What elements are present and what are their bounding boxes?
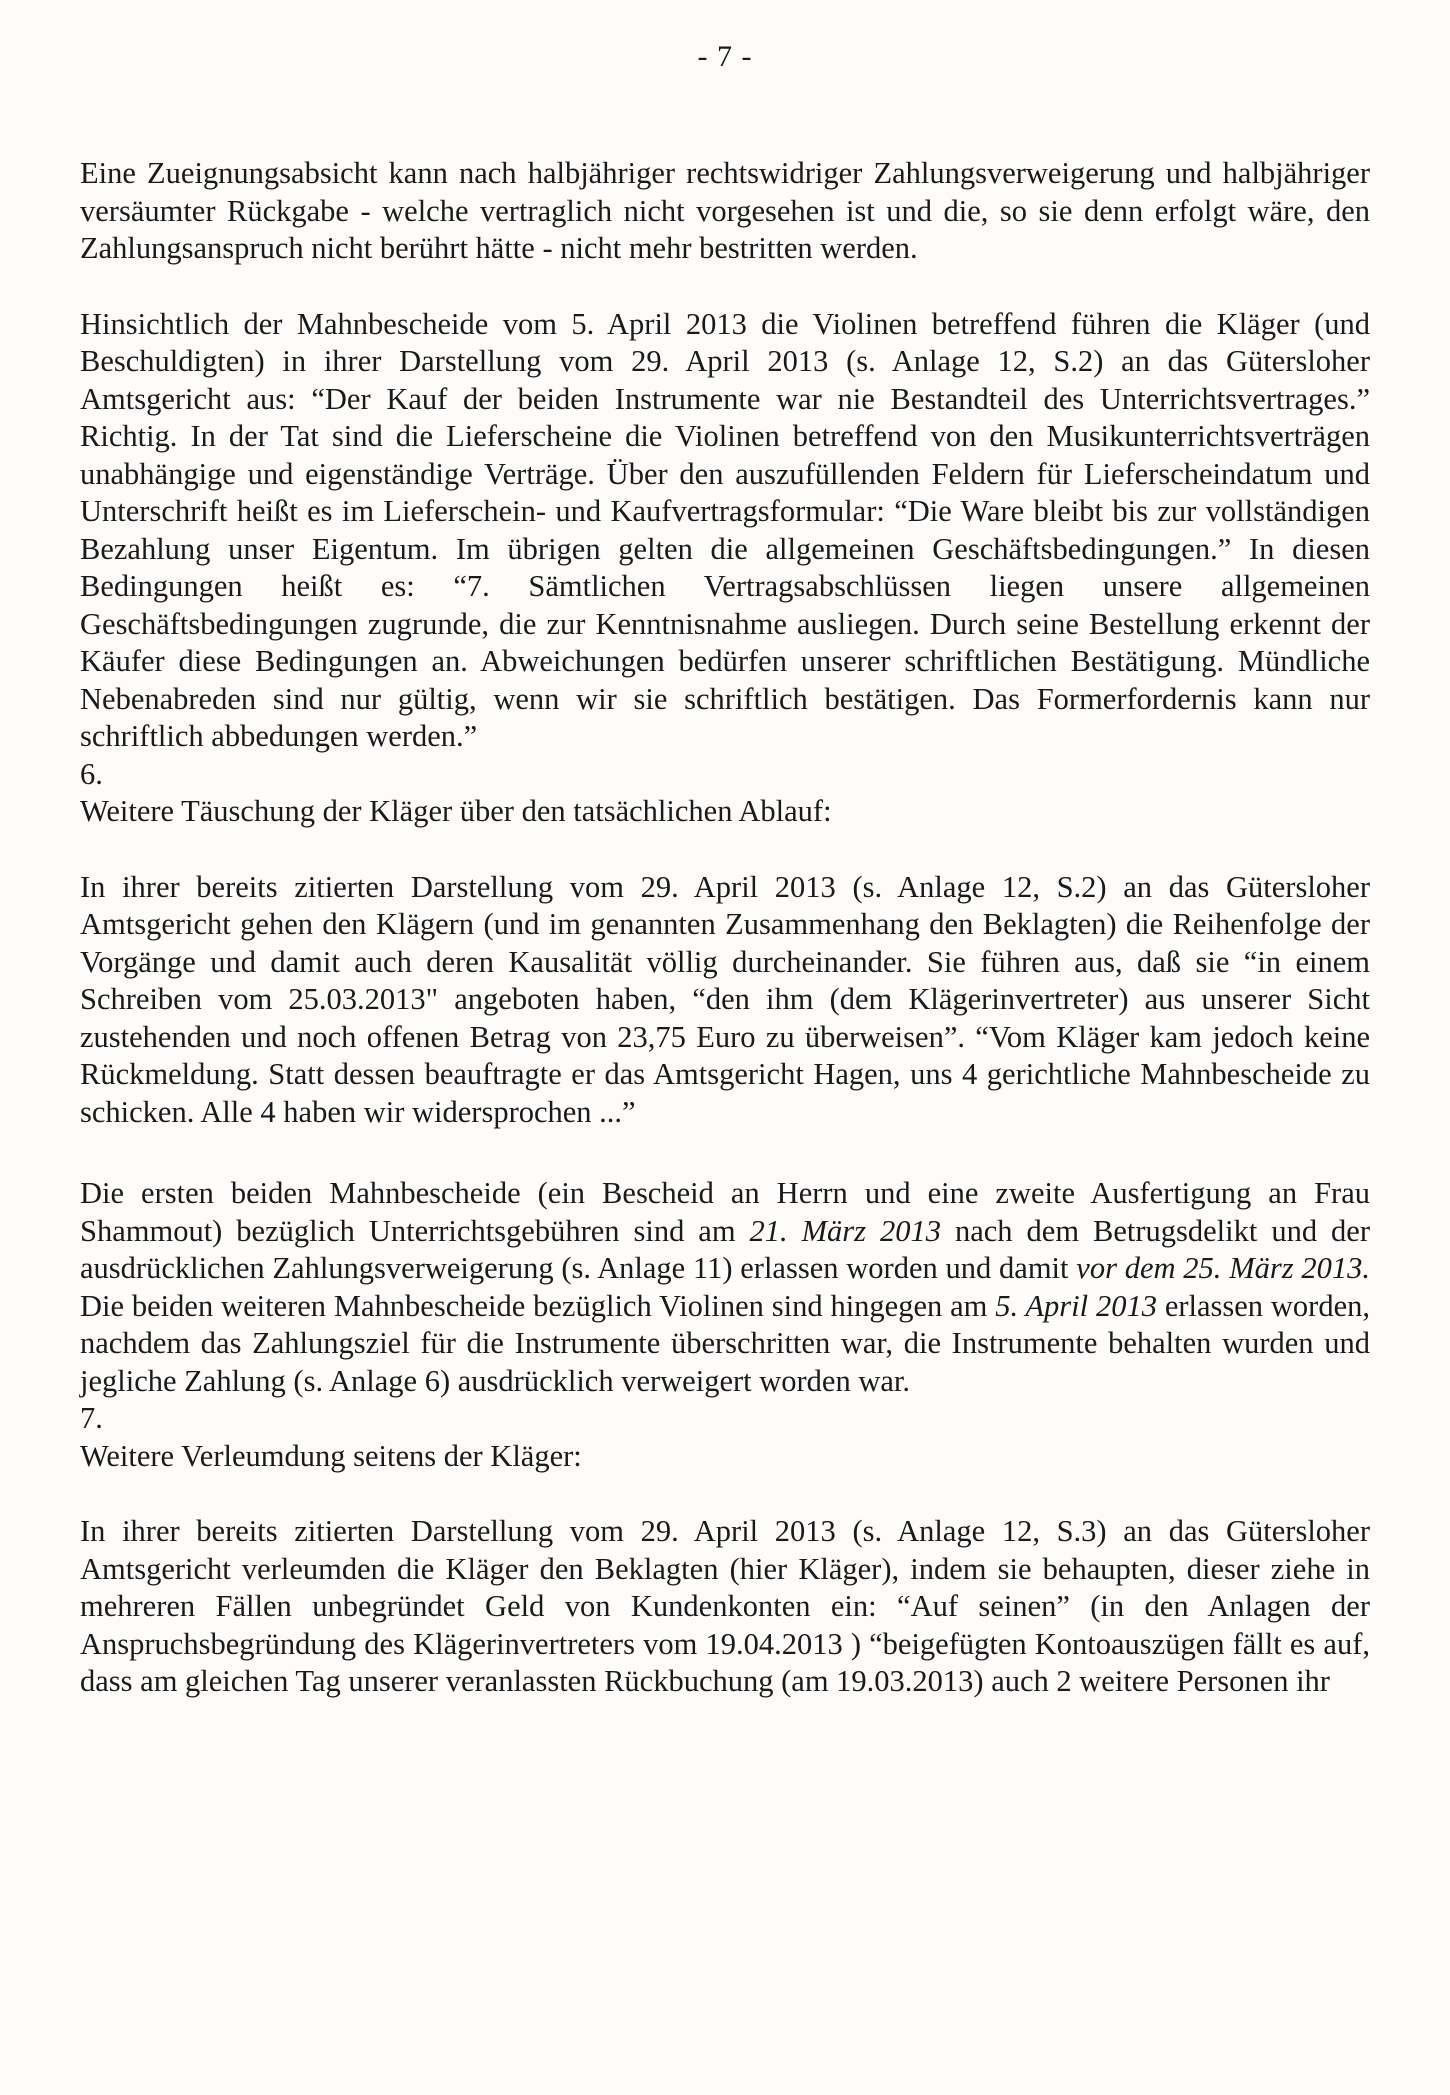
section-7-number: 7. bbox=[80, 1401, 103, 1435]
text-segment: Die ersten beiden Mahnbescheide (ein Bescheid an Herrn und eine zweite Ausfertigung an Frau Shammout) bezüglich Unterrichtsgebühren sind am bbox=[80, 1176, 1370, 1248]
page-number: - 7 - bbox=[697, 40, 753, 73]
section-6-title: Weitere Täuschung der Kläger über den tatsächlichen Ablauf: bbox=[80, 794, 832, 828]
date-emphasis: 21. März 2013 bbox=[749, 1213, 942, 1248]
text-segment: nach dem Betrugsdelikt und der ausdrücklichen Zahlungsverweigerung (s. Anlage 11) erlassen worden und damit bbox=[80, 1213, 1370, 1285]
text-segment: Die beiden weiteren Mahnbescheide bezüglich Violinen sind hingegen am bbox=[80, 1288, 996, 1323]
paragraph-zueignungsabsicht: Eine Zueignungsabsicht kann nach halbjähriger rechtswidriger Zahlungsverweigerung und halbjähriger versäumter Rückgabe - welche vertraglich nicht vorgesehen ist und die, so sie denn erfolgt wäre, den Zahlungsanspruch nicht berührt hätte - nicht mehr bestritten werden. bbox=[80, 156, 1370, 265]
date-emphasis: 5. April 2013 bbox=[995, 1288, 1157, 1323]
paragraph-erste-mahnbescheide bbox=[80, 1175, 1370, 1400]
paragraph-mahnbescheide-violinen: Hinsichtlich der Mahnbescheide vom 5. April 2013 die Violinen betreffend führen die Kläger (und Beschuldigten) in ihrer Darstellung vom 29. April 2013 (s. Anlage 12, S.2) an das Gütersloher Amtsgericht aus: “Der Kauf der beiden Instrumente war nie Bestandteil des Unterrichtsvertrages.” Richtig. In der Tat sind die Lieferscheine die Violinen betreffend von den Musikunterrichtsverträgen unabhängige und eigenständige Verträge. Über den auszufüllenden Feldern für Lieferscheindatum und Unterschrift heißt es im Lieferschein- und Kaufvertragsformular: “Die Ware bleibt bis zur vollständigen Bezahlung unser Eigentum. Im übrigen gelten die allgemeinen Geschäftsbedingungen.” In diesen Bedingungen heißt es: “7. Sämtlichen Vertragsabschlüssen liegen unsere allgemeinen Geschäftsbedingungen zugrunde, die zur Kenntnisnahme ausliegen. Durch seine Bestellung erkennt der Käufer diese Bedingungen an. Abweichungen bedürfen unserer schriftlichen Bestätigung. Mündliche Nebenabreden sind nur gültig, wenn wir sie schriftlich bestätigen. Das Formerfordernis kann nur schriftlich abbedungen werden.” bbox=[80, 306, 1370, 753]
document-body bbox=[80, 155, 1370, 1701]
section-7-title: Weitere Verleumdung seitens der Kläger: bbox=[80, 1438, 582, 1473]
paragraph-darstellung-ablauf: In ihrer bereits zitierten Darstellung vom 29. April 2013 (s. Anlage 12, S.2) an das Gütersloher Amtsgericht gehen den Klägern (und im genannten Zusammenhang den Beklagten) die Reihenfolge der Vorgänge und damit auch deren Kausalität völlig durcheinander. Sie führen aus, daß sie “in einem Schreiben vom 25.03.2013" angeboten haben, “den ihm (dem Klägerinvertreter) aus unserer Sicht zustehenden und noch offenen Betrag von 23,75 Euro zu überweisen”. “Vom Kläger kam jedoch keine Rückmeldung. Statt dessen beauftragte er das Amtsgericht Hagen, uns 4 gerichtliche Mahnbescheide zu schicken. Alle 4 haben wir widersprochen ...” bbox=[80, 869, 1370, 1129]
date-emphasis: vor dem 25. März 2013. bbox=[1076, 1251, 1370, 1285]
paragraph-verleumdung: In ihrer bereits zitierten Darstellung vom 29. April 2013 (s. Anlage 12, S.3) an das Gütersloher Amtsgericht verleumden die Kläger den Beklagten (hier Kläger), indem sie behaupten, dieser ziehe in mehreren Fällen unbegründet Geld von Kundenkonten ein: “Auf seinen” (in den Anlagen der Anspruchsbegründung des Klägerinvertreters vom 19.04.2013 ) “beigefügten Kontoauszügen fällt es auf, dass am gleichen Tag unserer veranlassten Rückbuchung (am 19.03.2013) auch 2 weitere Personen ihr bbox=[80, 1514, 1370, 1698]
section-6-number: 6. bbox=[80, 756, 103, 791]
text-segment: erlassen worden, nachdem das Zahlungsziel für die Instrumente überschritten war, die Instrumente behalten wurden und jegliche Zahlung (s. Anlage 6) ausdrücklich verweigert worden war. bbox=[80, 1288, 1371, 1398]
